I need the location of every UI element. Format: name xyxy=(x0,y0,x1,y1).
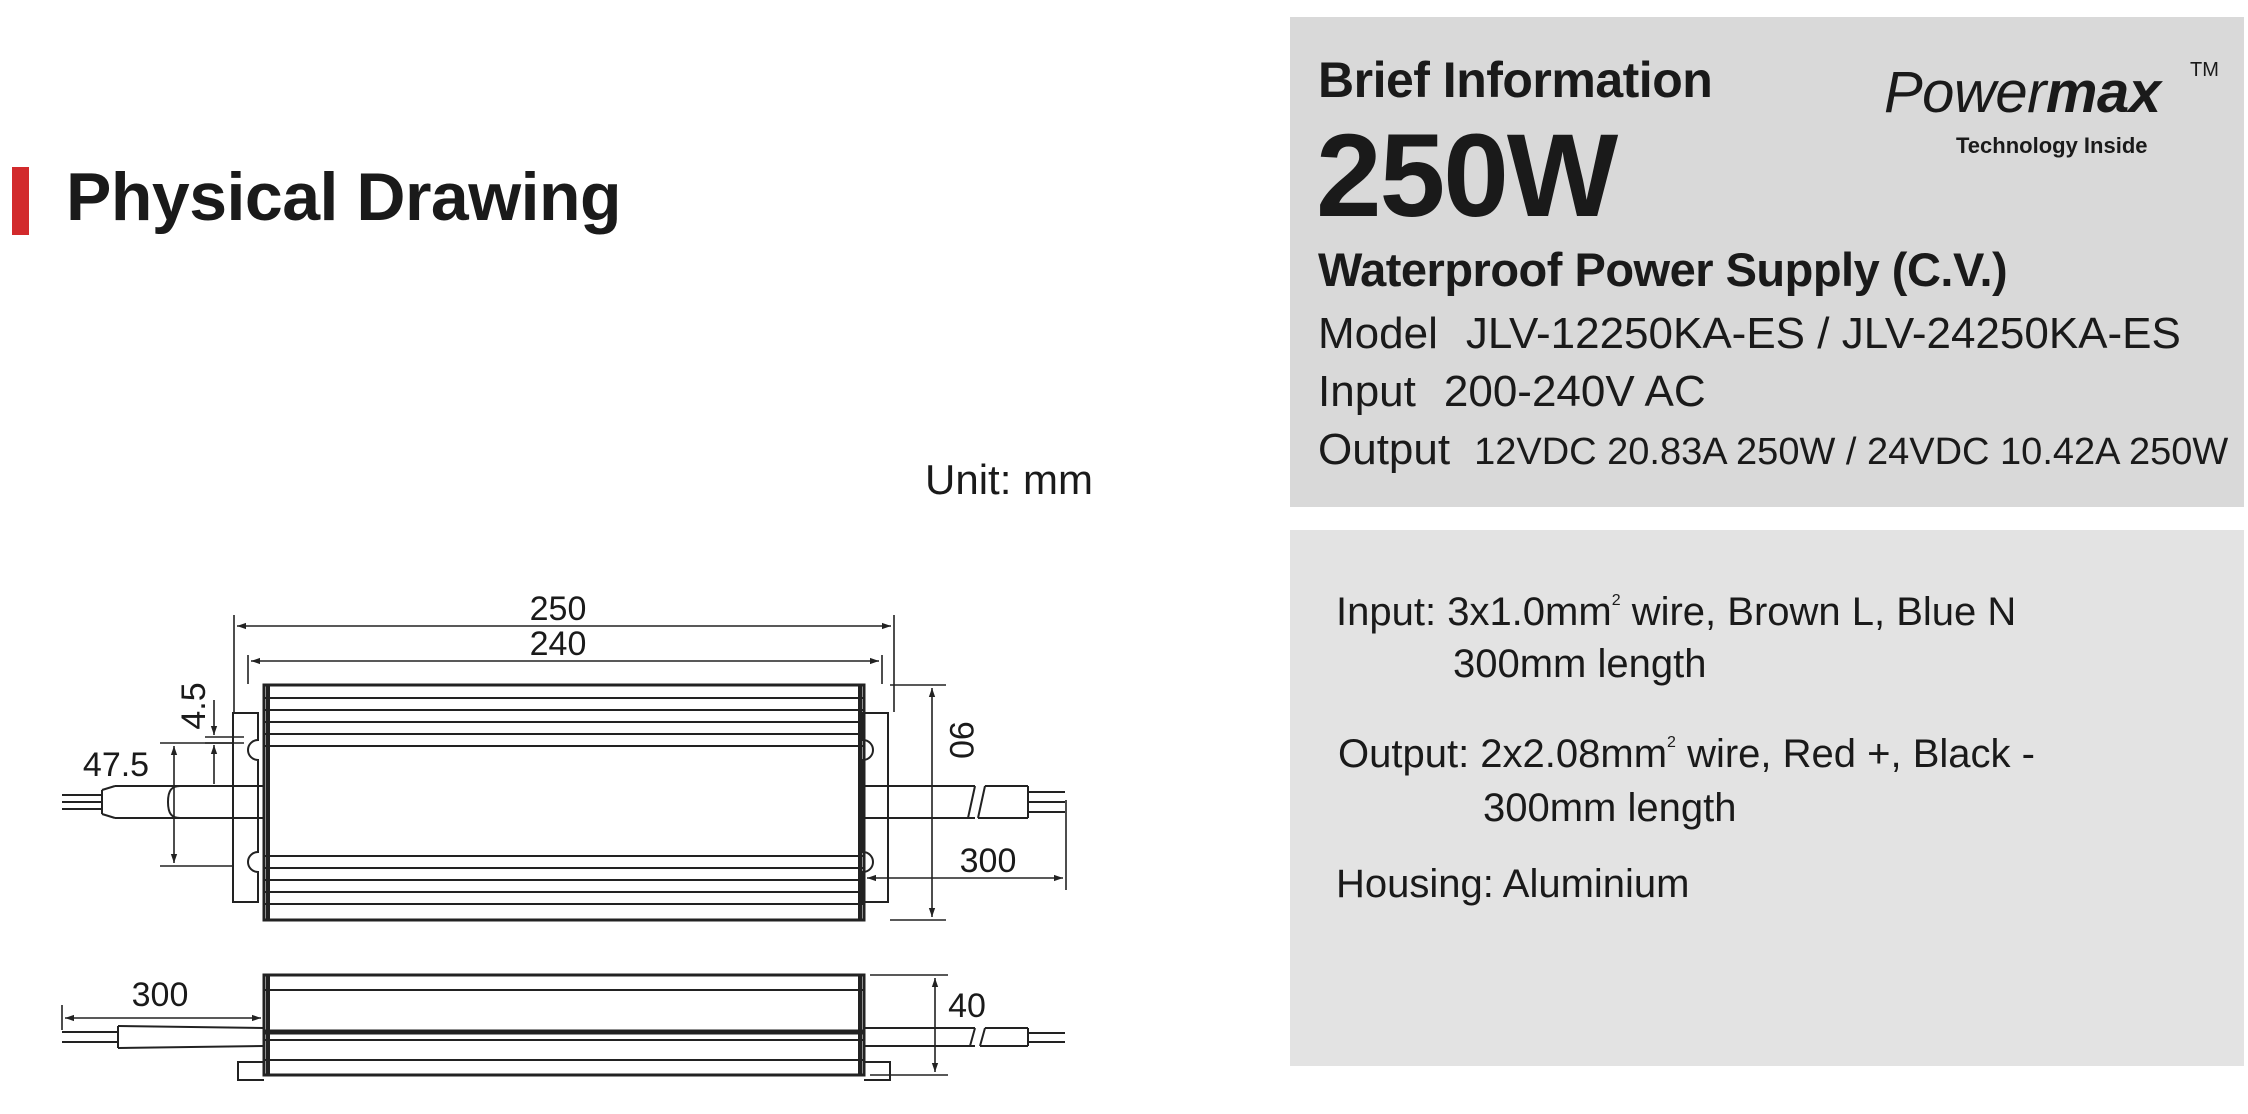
spec-output-sup: 2 xyxy=(1667,734,1676,751)
logo-trademark: TM xyxy=(2190,59,2219,81)
dim-overall-length: 250 xyxy=(529,590,587,628)
model-value: JLV-12250KA-ES / JLV-24250KA-ES xyxy=(1465,309,2181,358)
top-view-cables xyxy=(62,786,1065,818)
model-row xyxy=(1318,309,2181,359)
spec-output-wire: wire, Red +, Black - xyxy=(1675,732,2035,776)
logo-bold: max xyxy=(2045,60,2161,125)
top-view xyxy=(233,685,888,920)
powermax-logo xyxy=(1884,59,2224,169)
logo-wordmark xyxy=(1884,59,2161,126)
dim-cable-length-side: 300 xyxy=(131,976,189,1014)
spec-input-sup: 2 xyxy=(1611,592,1621,609)
dim-cable-offset: 47.5 xyxy=(82,746,150,784)
output-label: Output xyxy=(1318,425,1451,474)
dim-depth: 40 xyxy=(948,987,986,1025)
dim-mount-offset: 4.5 xyxy=(175,682,213,730)
specs-panel xyxy=(1290,530,2244,1066)
input-row xyxy=(1318,367,1706,417)
section-accent-bar xyxy=(12,167,29,235)
spec-input-line2: 300mm length xyxy=(1453,642,1707,686)
unit-label: Unit: mm xyxy=(925,456,1093,503)
spec-output-line2: 300mm length xyxy=(1483,786,1737,830)
model-label: Model xyxy=(1318,309,1438,358)
logo-tagline: Technology Inside xyxy=(1956,133,2148,158)
brief-information-panel xyxy=(1290,17,2244,507)
side-view xyxy=(62,975,1065,1080)
spec-input-text: Input: 3x1.0mm xyxy=(1336,590,1612,634)
input-value: 200-240V AC xyxy=(1443,367,1706,416)
product-name: Waterproof Power Supply (C.V.) xyxy=(1318,243,2008,296)
spec-output-text: Output: 2x2.08mm xyxy=(1338,732,1668,776)
dim-height: 90 xyxy=(942,721,980,759)
output-row xyxy=(1318,425,2228,475)
brief-heading: Brief Information xyxy=(1318,52,1713,108)
wattage-title: 250W xyxy=(1316,110,1617,242)
section-title: Physical Drawing xyxy=(66,159,622,235)
spec-output-line1 xyxy=(1338,732,2035,777)
input-label: Input xyxy=(1318,367,1416,416)
output-value: 12VDC 20.83A 250W / 24VDC 10.42A 250W xyxy=(1474,431,2229,473)
spec-input-line1 xyxy=(1336,590,2016,635)
technical-drawing xyxy=(0,560,1120,1114)
dim-body-length: 240 xyxy=(529,625,587,663)
top-view-dimensions xyxy=(160,615,1066,920)
spec-input-wire: wire, Brown L, Blue N xyxy=(1620,590,2017,634)
spec-housing: Housing: Aluminium xyxy=(1336,862,1690,906)
dim-cable-length-top: 300 xyxy=(959,842,1017,880)
logo-light: Power xyxy=(1884,60,2046,125)
